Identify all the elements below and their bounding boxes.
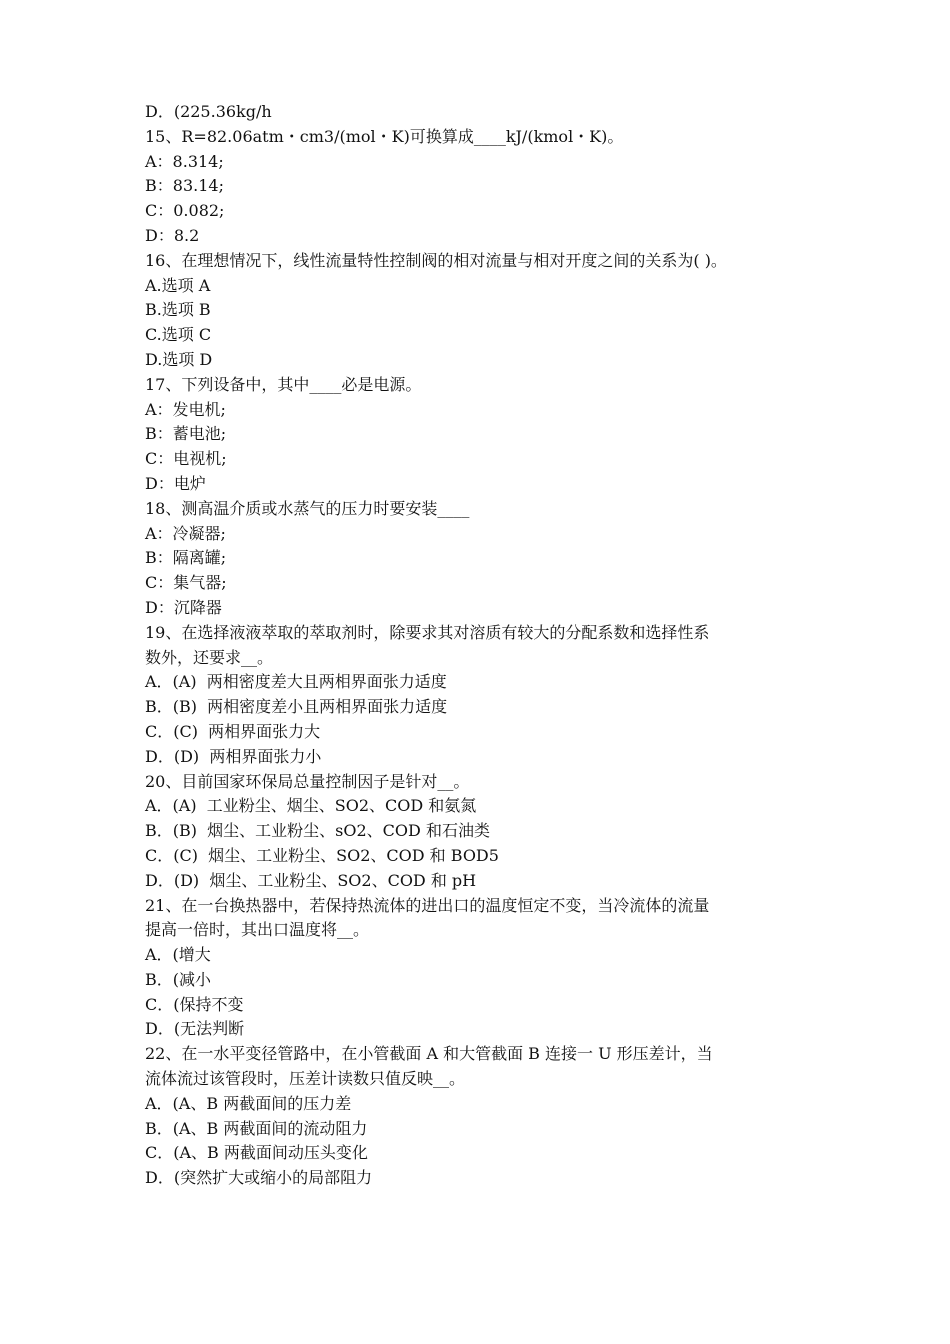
option-line: D.选项 D	[145, 349, 213, 369]
option-line: C：集气器;	[145, 573, 227, 593]
option-line: D：电炉	[145, 473, 206, 493]
question-20: 20、目前国家环保局总量控制因子是针对__。	[145, 771, 470, 791]
option-line: A：8.314;	[145, 151, 224, 171]
option-line: B：83.14;	[145, 176, 224, 196]
document-body	[145, 100, 815, 1191]
question-21-continued: 提高一倍时，其出口温度将__。	[145, 920, 370, 940]
option-line: C．(A、B 两截面间动压头变化	[145, 1143, 368, 1163]
option-line: C.选项 C	[145, 325, 212, 345]
option-line: A．(A) 两相密度差大且两相界面张力适度	[145, 672, 447, 692]
question-15: 15、R=82.06atm・cm3/(mol・K)可换算成____kJ/(kmol・K)。	[145, 126, 624, 146]
option-line: B．(B) 两相密度差小且两相界面张力适度	[145, 697, 448, 717]
option-line: B：蓄电池;	[145, 424, 227, 444]
option-line: D．(无法判断	[145, 1019, 245, 1039]
option-line: C．(C) 两相界面张力大	[145, 721, 321, 741]
option-line: A．(A、B 两截面间的压力差	[145, 1093, 352, 1113]
text-line: D．(225.36kg/h	[145, 102, 272, 121]
question-17: 17、下列设备中，其中____必是电源。	[145, 374, 422, 394]
option-line: B：隔离罐;	[145, 548, 227, 568]
option-line: A．(增大	[145, 945, 211, 965]
option-line: B.选项 B	[145, 300, 211, 320]
option-line: C：电视机;	[145, 449, 227, 469]
option-line: B．(A、B 两截面间的流动阻力	[145, 1118, 368, 1138]
question-18: 18、测高温介质或水蒸气的压力时要安装____	[145, 498, 470, 518]
option-line: A.选项 A	[145, 275, 211, 295]
option-line: D：沉降器	[145, 597, 222, 617]
question-19-continued: 数外，还要求__。	[145, 647, 274, 667]
question-16: 16、在理想情况下，线性流量特性控制阀的相对流量与相对开度之间的关系为( )。	[145, 250, 727, 270]
option-line: C．(C) 烟尘、工业粉尘、SO2、COD 和 BOD5	[145, 845, 499, 865]
question-19: 19、在选择液液萃取的萃取剂时，除要求其对溶质有较大的分配系数和选择性系	[145, 622, 710, 642]
option-line: A．(A) 工业粉尘、烟尘、SO2、COD 和氨氮	[145, 796, 477, 816]
question-21: 21、在一台换热器中，若保持热流体的进出口的温度恒定不变，当冷流体的流量	[145, 895, 710, 915]
option-line: D．(D) 两相界面张力小	[145, 746, 322, 766]
option-line: B．(减小	[145, 969, 212, 989]
option-line: A：发电机;	[145, 399, 226, 419]
option-line: C：0.082;	[145, 201, 225, 221]
question-22: 22、在一水平变径管路中，在小管截面 A 和大管截面 B 连接一 U 形压差计，当	[145, 1044, 713, 1064]
option-line: D．(突然扩大或缩小的局部阻力	[145, 1168, 373, 1188]
option-line: B．(B) 烟尘、工业粉尘、sO2、COD 和石油类	[145, 821, 490, 841]
option-line: C．(保持不变	[145, 994, 244, 1014]
question-22-continued: 流体流过该管段时，压差计读数只值反映__。	[145, 1069, 466, 1089]
option-line: D．(D) 烟尘、工业粉尘、SO2、COD 和 pH	[145, 870, 477, 890]
option-line: D：8.2	[145, 225, 200, 245]
option-line: A：冷凝器;	[145, 523, 226, 543]
